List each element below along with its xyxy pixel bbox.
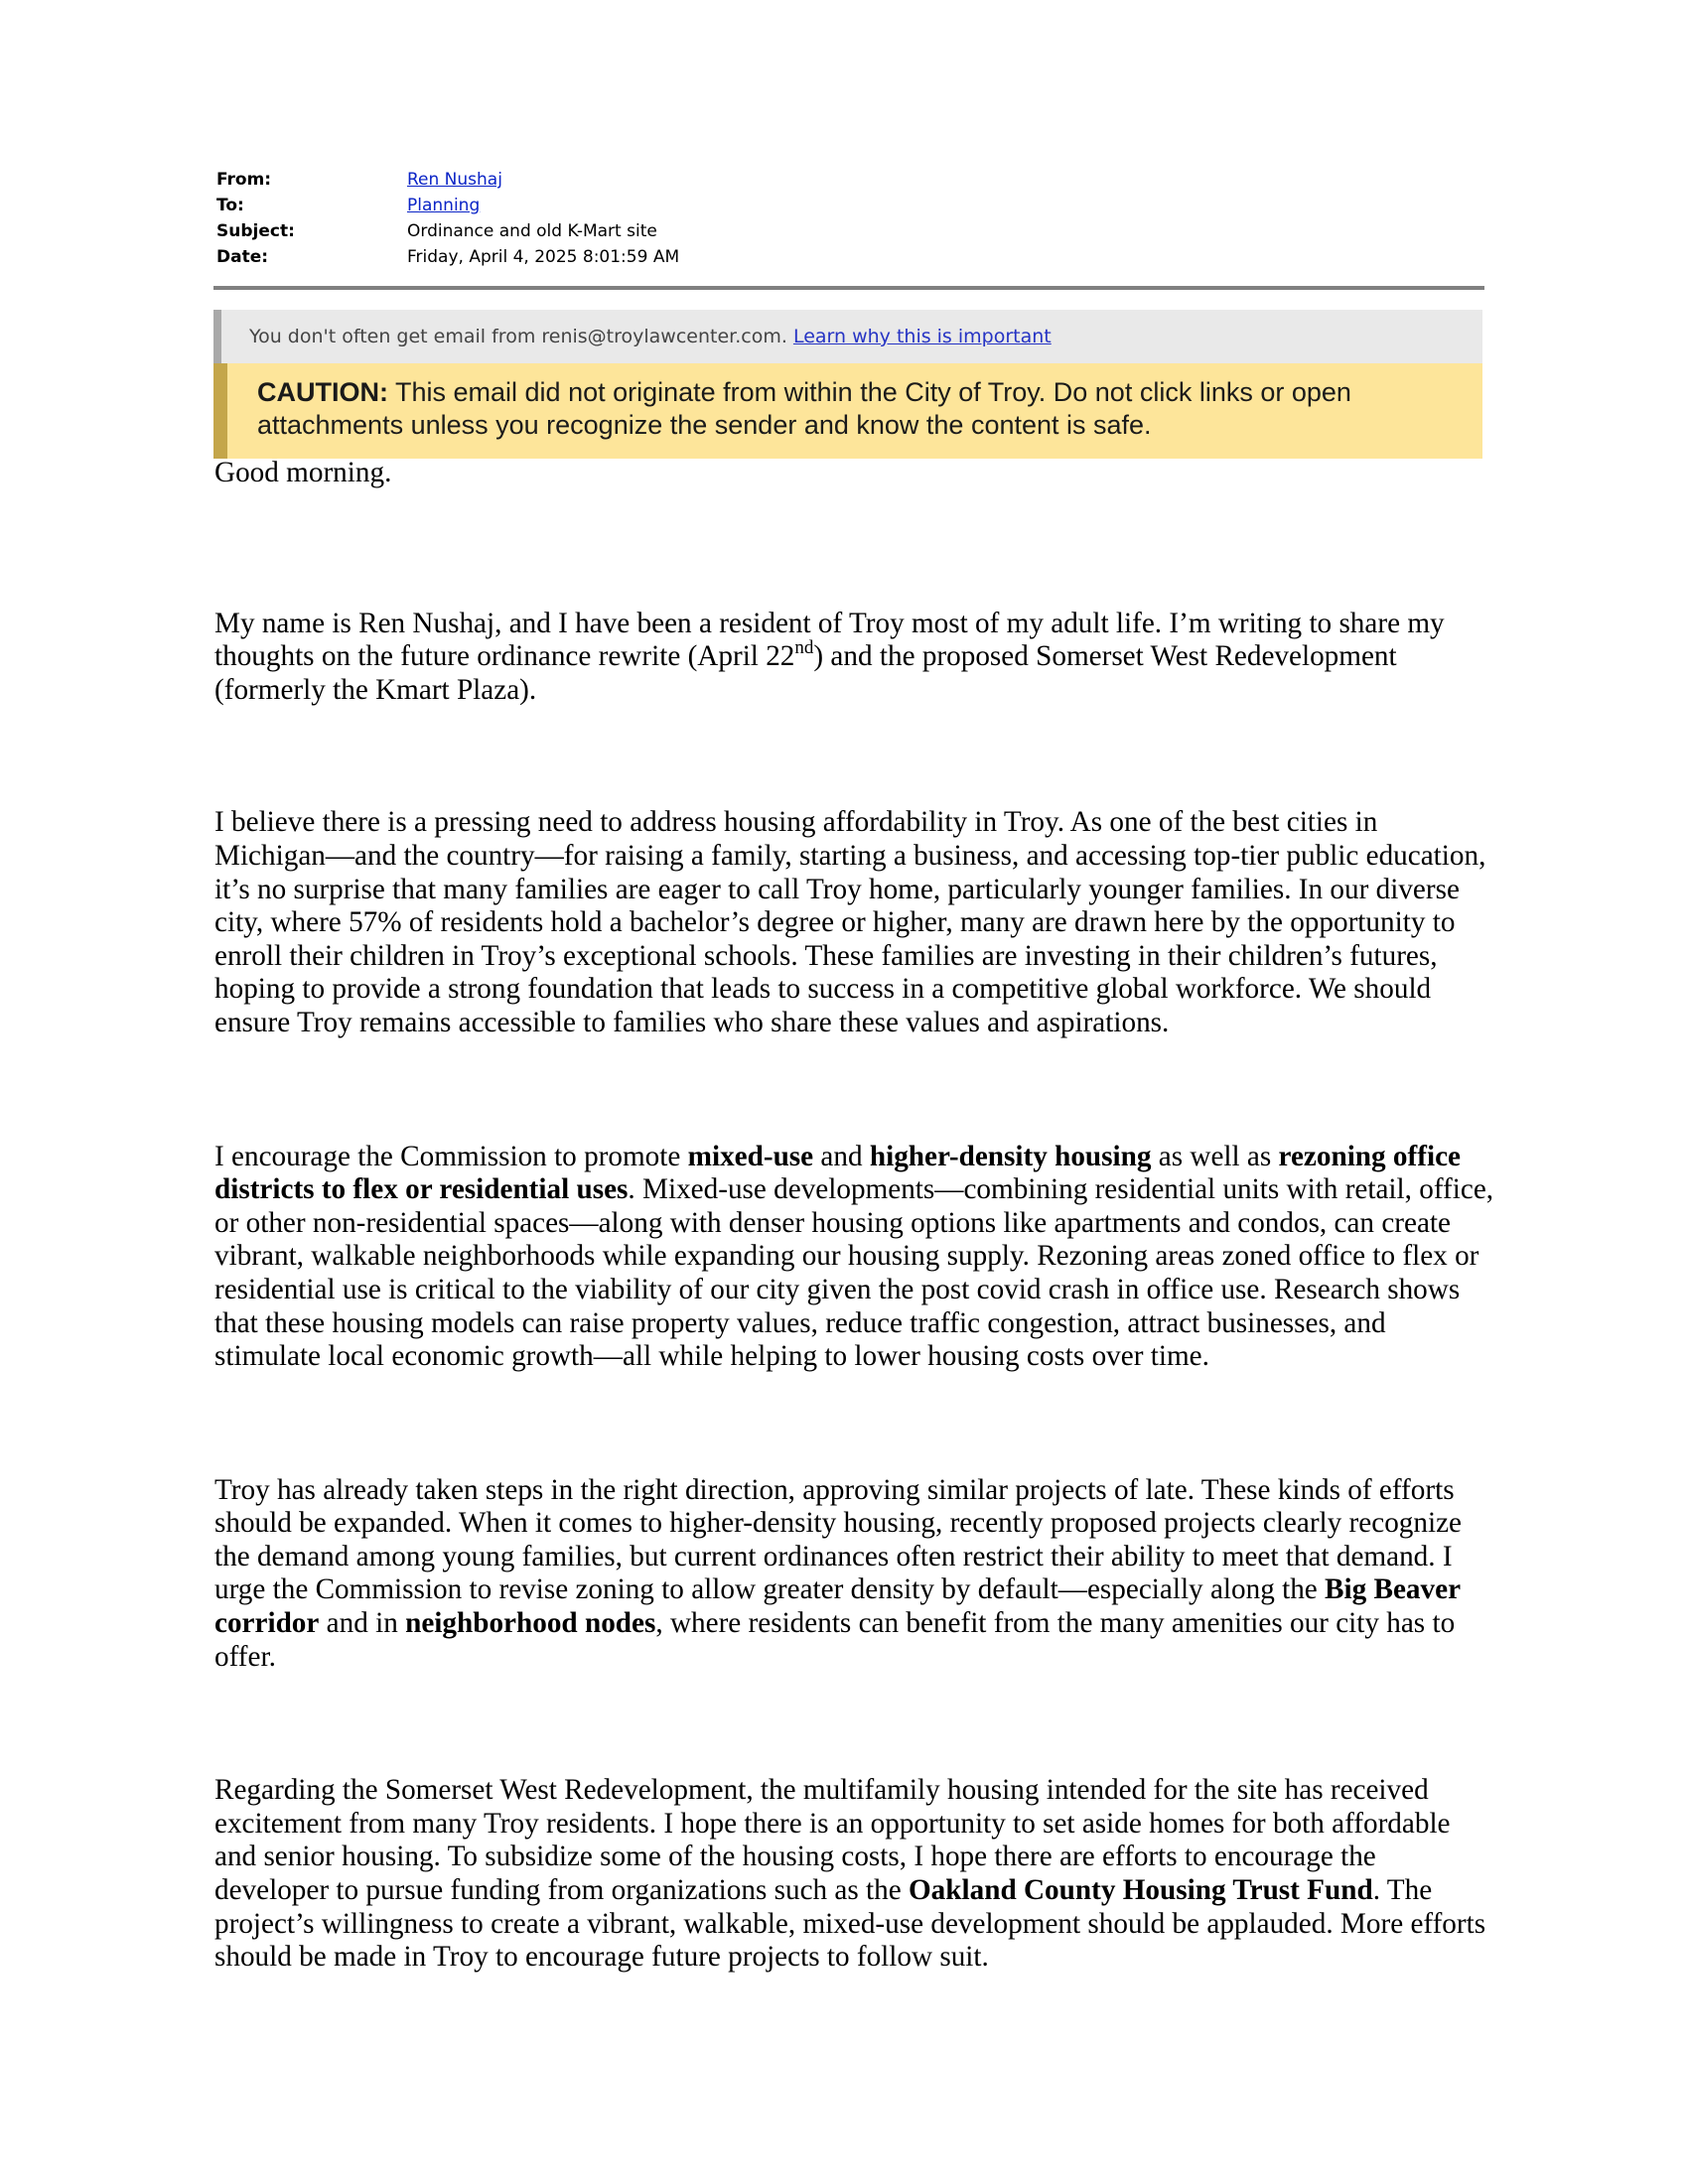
external-sender-notice <box>213 310 1482 363</box>
date-value: Friday, April 4, 2025 8:01:59 AM <box>407 247 680 267</box>
bold-rezoning: rezoning office districts to flex or residential uses <box>214 1140 1461 1206</box>
date-label: Date: <box>216 247 269 267</box>
email-header <box>216 167 1487 270</box>
date-row <box>216 244 1487 270</box>
bold-neighborhood-nodes: neighborhood nodes <box>405 1607 656 1640</box>
bold-big-beaver: Big Beaver corridor <box>214 1573 1461 1640</box>
paragraph-affordability: I believe there is a pressing need to address housing affordability in Troy. As one of the best cities in Michigan—and the country—for raising a family, starting a business, and accessing top-tier public education, it’s no surprise that many families are eager to call Troy home, particularly younger families. In our diverse city, where 57% of residents hold a bachelor’s degree or higher, many are drawn here by the opportunity to enroll their children in Troy’s exceptional schools. These families are investing in their children’s futures, hoping to provide a strong foundation that leads to success in a competitive global workforce. We should ensure Troy remains accessible to families who share these values and aspirations. <box>214 806 1486 1038</box>
header-divider <box>213 286 1484 290</box>
paragraph-density: Troy has already taken steps in the right direction, approving similar projects of late. These kinds of efforts should be expanded. When it comes to higher-density housing, recently proposed projects clearly recognize the demand among young families, but current ordinances often restrict their ability to meet that demand. I urge the Commission to revise zoning to allow greater density by default—especially along the Big Beaver corridor and in neighborhood nodes, where residents can benefit from the many amenities our city has to offer. <box>214 1473 1462 1673</box>
subject-row <box>216 218 1487 244</box>
caution-label: CAUTION: <box>257 377 388 407</box>
recipient-link[interactable]: Planning <box>407 196 481 215</box>
paragraph-mixed-use: I encourage the Commission to promote mixed-use and higher-density housing as well as rezoning office districts to flex or residential uses. Mixed-use developments—combining residential units with retail, office, or other non-residential spaces—along with denser housing options like apartments and condos, can create vibrant, walkable neighborhoods while expanding our housing supply. Rezoning areas zoned office to flex or residential use is critical to the viability of our city given the post covid crash in office use. Research shows that these housing models can raise property values, reduce traffic congestion, attract businesses, and stimulate local economic growth—all while helping to lower housing costs over time. <box>214 1140 1494 1373</box>
learn-why-link[interactable]: Learn why this is important <box>792 326 1052 347</box>
paragraph-somerset: Regarding the Somerset West Redevelopment, the multifamily housing intended for the site has received excitement from many Troy residents. I hope there is an opportunity to set aside homes for both affordable and senior housing. To subsidize some of the housing costs, I hope there are efforts to encourage the developer to pursue funding from organizations such as the Oakland County Housing Trust Fund. The project’s willingness to create a vibrant, walkable, mixed-use development should be applauded. More efforts should be made in Troy to encourage future projects to follow suit. <box>214 1774 1486 1974</box>
paragraph-intro: My name is Ren Nushaj, and I have been a resident of Troy most of my adult life. I’m writing to share my thoughts on the future ordinance rewrite (April 22nd) and the proposed Somerset West Redevelopment (formerly the Kmart Plaza). <box>214 607 1445 706</box>
to-label: To: <box>216 196 244 215</box>
from-row <box>216 167 1487 193</box>
bold-trust-fund: Oakland County Housing Trust Fund <box>908 1874 1373 1907</box>
email-body <box>214 457 1495 1975</box>
from-label: From: <box>216 170 272 190</box>
ordinal-superscript: nd <box>794 637 814 659</box>
greeting: Good morning. <box>214 457 392 488</box>
subject-label: Subject: <box>216 221 295 241</box>
caution-banner <box>213 363 1482 459</box>
bold-higher-density: higher-density housing <box>869 1140 1152 1172</box>
sender-link[interactable]: Ren Nushaj <box>407 170 502 190</box>
notice-text: You don't often get email from renis@troylawcenter.com. <box>249 326 787 347</box>
caution-text: This email did not originate from within the City of Troy. Do not click links or open attachments unless you recognize the sender and know the content is safe. <box>257 377 1351 440</box>
to-row <box>216 193 1487 218</box>
subject-value: Ordinance and old K-Mart site <box>407 221 657 241</box>
bold-mixed-use: mixed-use <box>687 1140 814 1172</box>
